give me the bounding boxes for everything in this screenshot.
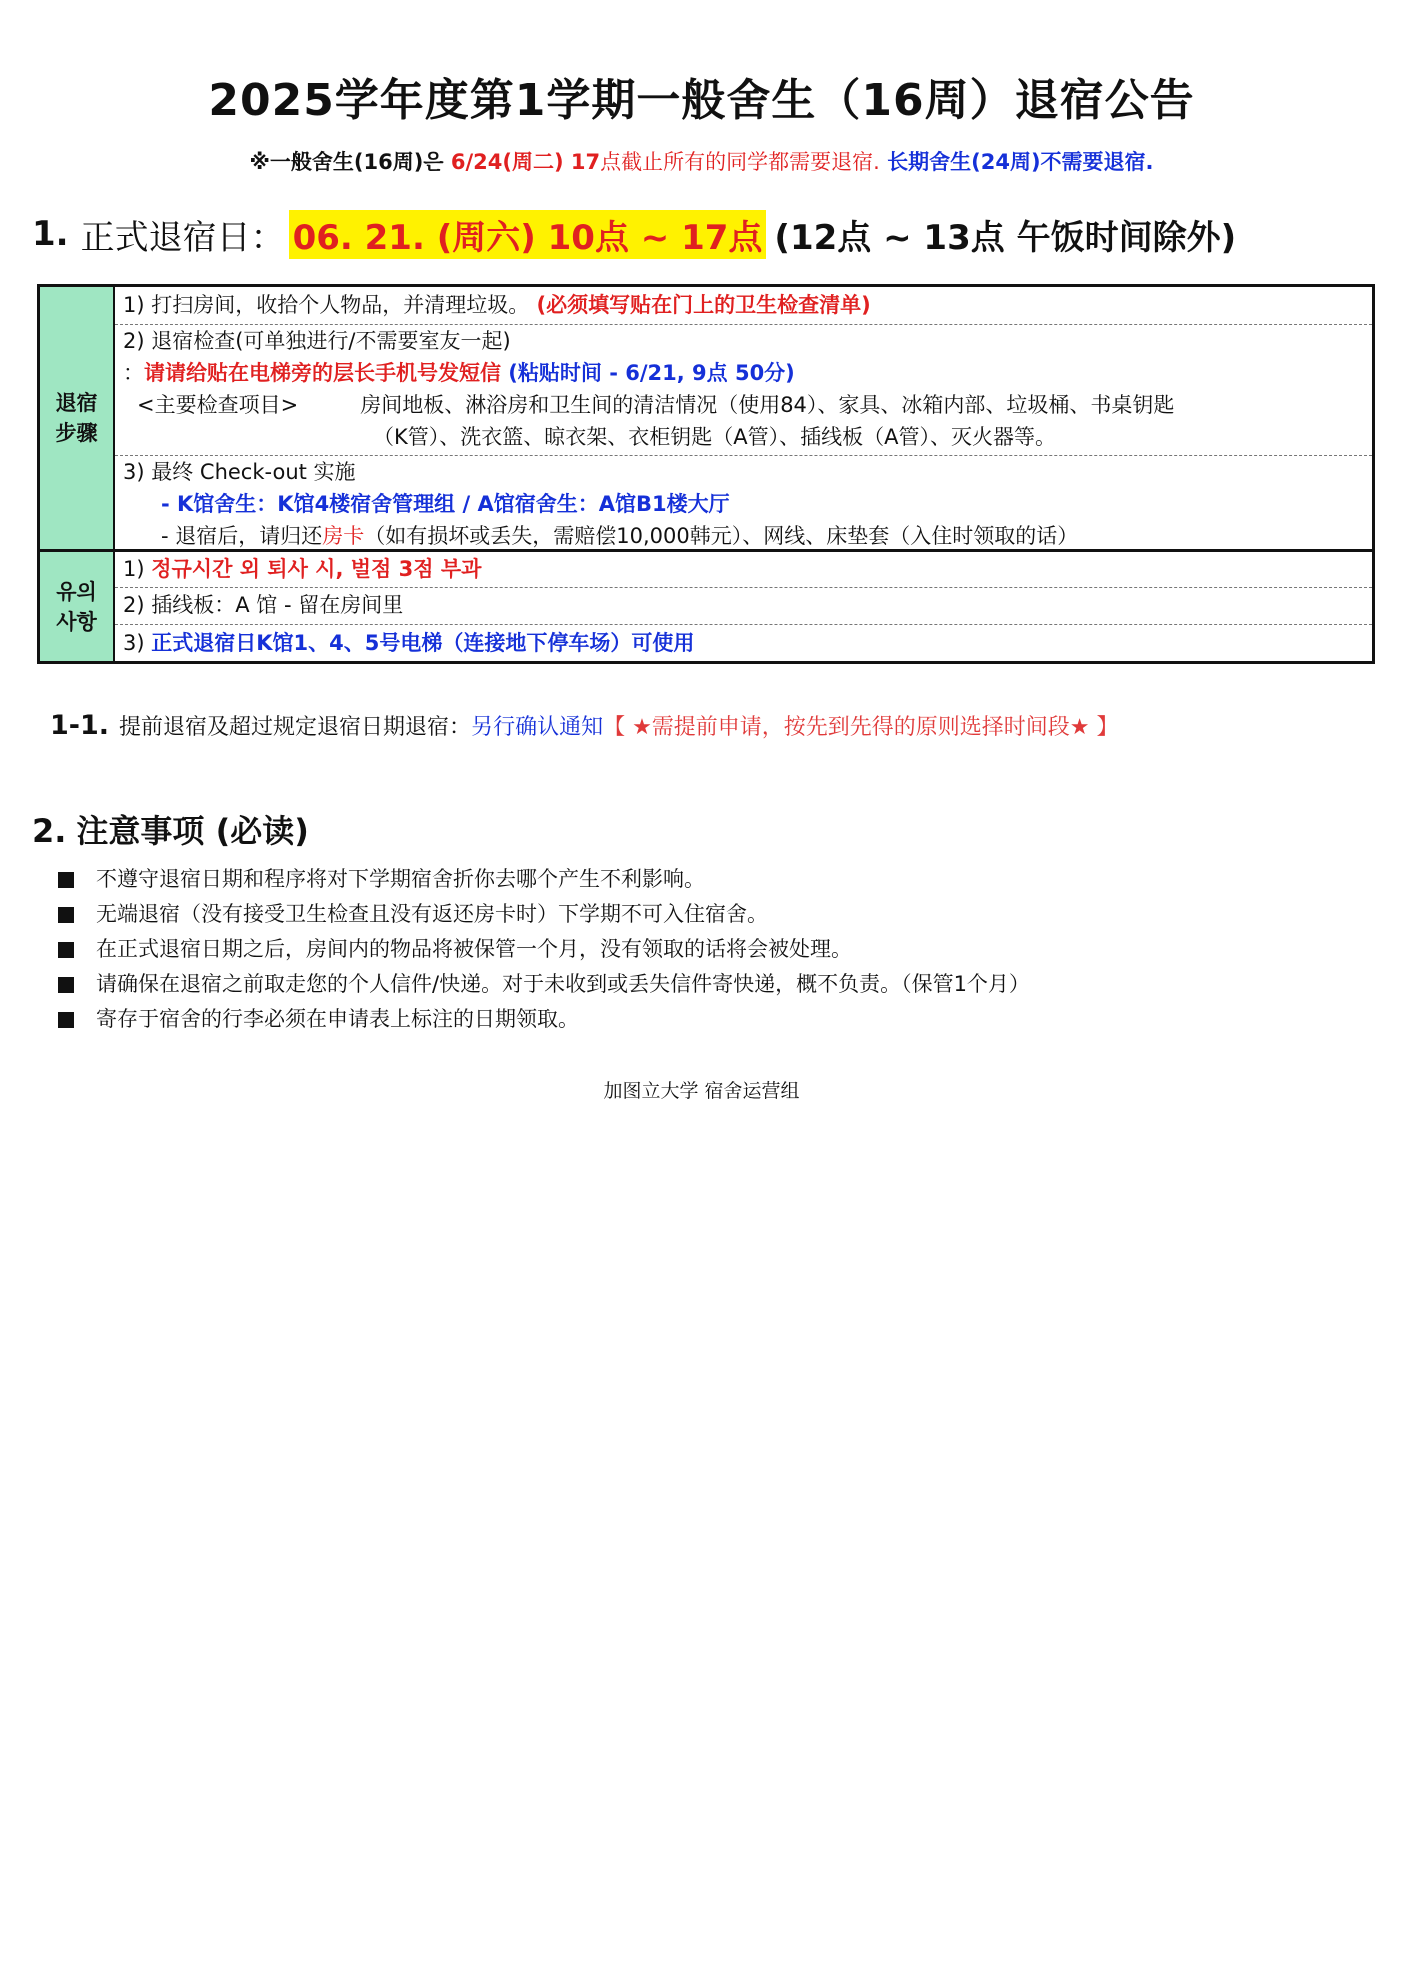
subtitle-prefix: ※一般舍生(16周)은 xyxy=(249,150,451,174)
step-1-cell xyxy=(115,287,1372,325)
room-card: 房卡 xyxy=(322,524,365,548)
section-1-1-number: 1-1. xyxy=(50,710,110,741)
step-3-cell xyxy=(115,456,1372,552)
subtitle xyxy=(0,146,1403,176)
subtitle-long-term: 长期舍生(24周)不需要退宿. xyxy=(879,150,1154,174)
main-check-items: 房间地板、淋浴房和卫生间的清洁情况（使用84）、家具、冰箱内部、垃圾桶、书桌钥匙 xyxy=(360,393,1175,417)
section-2-heading xyxy=(32,806,309,852)
step-1-note: (必须填写贴在门上的卫生检查清单) xyxy=(529,293,871,317)
section-1-number: 1. xyxy=(32,214,69,254)
list-item: 不遵守退宿日期和程序将对下学期宿舍折你去哪个产生不利影响。 xyxy=(58,862,1030,897)
section-1-label: 正式退宿日： xyxy=(80,217,285,258)
section-2-number: 2. xyxy=(32,812,67,850)
square-bullet-icon xyxy=(58,942,74,958)
checkout-date-highlight: 06. 21. (周六) 10点 ~ 17点 xyxy=(289,210,767,259)
step-2-line-4: （K管）、洗衣篮、晾衣架、衣柜钥匙（A管）、插线板（A管）、灭火器等。 xyxy=(373,425,1056,449)
page-title: 2025学年度第1学期一般舍生（16周）退宿公告 xyxy=(208,75,1195,126)
list-item: 寄存于宿舍的行李必须在申请表上标注的日期领取。 xyxy=(58,1002,1030,1037)
note-1-text: 정규시간 외 퇴사 시, 벌점 3점 부과 xyxy=(151,557,482,581)
list-item: 在正式退宿日期之后，房间内的物品将被保管一个月，没有领取的话将会被处理。 xyxy=(58,932,1030,967)
checkout-table xyxy=(37,284,1375,664)
section-2-label: 注意事项 (必读) xyxy=(76,812,309,850)
steps-side-label: 退宿步骤 xyxy=(40,287,115,549)
step-3-line-3: - 退宿后，请归还房卡（如有损坏或丢失，需赔偿10,000韩元）、网线、床垫套（入住时领取的话） xyxy=(161,524,1079,548)
advance-application-note: 【 ★需提前申请，按先到先得的原则选择时间段★ 】 xyxy=(603,715,1119,740)
step-2-line-1: 2) 退宿检查(可单独进行/不需要室友一起) xyxy=(123,329,511,353)
notes-group xyxy=(40,552,1372,661)
list-item: 无端退宿（没有接受卫生检查且没有返还房卡时）下学期不可入住宿舍。 xyxy=(58,897,1030,932)
notes-cells xyxy=(115,552,1372,661)
lunch-exclusion: (12点 ~ 13点 午饭时间除外) xyxy=(774,217,1237,258)
note-2-cell xyxy=(115,588,1372,625)
step-2-cell xyxy=(115,325,1372,456)
note-3-text: 正式退宿日K馆1、4、5号电梯（连接地下停车场）可使用 xyxy=(151,631,695,655)
steps-cells xyxy=(115,287,1372,549)
step-1-text: 1) 打扫房间，收拾个人物品，并清理垃圾。 xyxy=(123,293,530,317)
separate-notice: 另行确认通知 xyxy=(471,715,604,740)
section-1-heading xyxy=(32,210,1236,258)
step-3-line-1: 3) 最终 Check-out 实施 xyxy=(123,460,356,484)
sms-instruction: 请请给贴在电梯旁的层长手机号发短信 xyxy=(144,361,501,385)
section-1-1 xyxy=(50,710,1119,741)
subtitle-deadline: 点截止所有的同学都需要退宿. xyxy=(600,150,880,174)
square-bullet-icon xyxy=(58,977,74,993)
posting-time: (粘贴时间 - 6/21, 9点 50分) xyxy=(501,361,795,385)
step-2-line-2: ：请请给贴在电梯旁的层长手机号发短信 (粘贴时间 - 6/21, 9点 50分) xyxy=(123,361,795,385)
step-2-line-3 xyxy=(123,389,1372,421)
step-3-line-2: - K馆舍生：K馆4楼宿舍管理组 / A馆宿舍生：A馆B1楼大厅 xyxy=(161,492,730,516)
list-item: 请确保在退宿之前取走您的个人信件/快递。对于未收到或丢失信件寄快递，概不负责。（保管1个月） xyxy=(58,967,1030,1002)
square-bullet-icon xyxy=(58,872,74,888)
square-bullet-icon xyxy=(58,907,74,923)
main-check-items-label: <主要检查项目> xyxy=(137,393,299,417)
subtitle-date: 6/24(周二) 17 xyxy=(450,150,601,174)
note-2-text: 2) 插线板：A 馆 - 留在房间里 xyxy=(123,593,404,617)
notes-side-label: 유의사항 xyxy=(40,552,115,661)
section-1-1-label: 提前退宿及超过规定退宿日期退宿： xyxy=(119,715,472,740)
footer-org: 加图立大学 宿舍运营组 xyxy=(603,1080,800,1102)
precautions-list xyxy=(58,862,1030,1037)
square-bullet-icon xyxy=(58,1012,74,1028)
note-3-cell: 3) 正式退宿日K馆1、4、5号电梯（连接地下停车场）可使用 xyxy=(123,631,695,655)
steps-group xyxy=(40,287,1372,552)
note-1-cell: 1) 정규시간 외 퇴사 시, 벌점 3점 부과 xyxy=(115,552,1372,588)
